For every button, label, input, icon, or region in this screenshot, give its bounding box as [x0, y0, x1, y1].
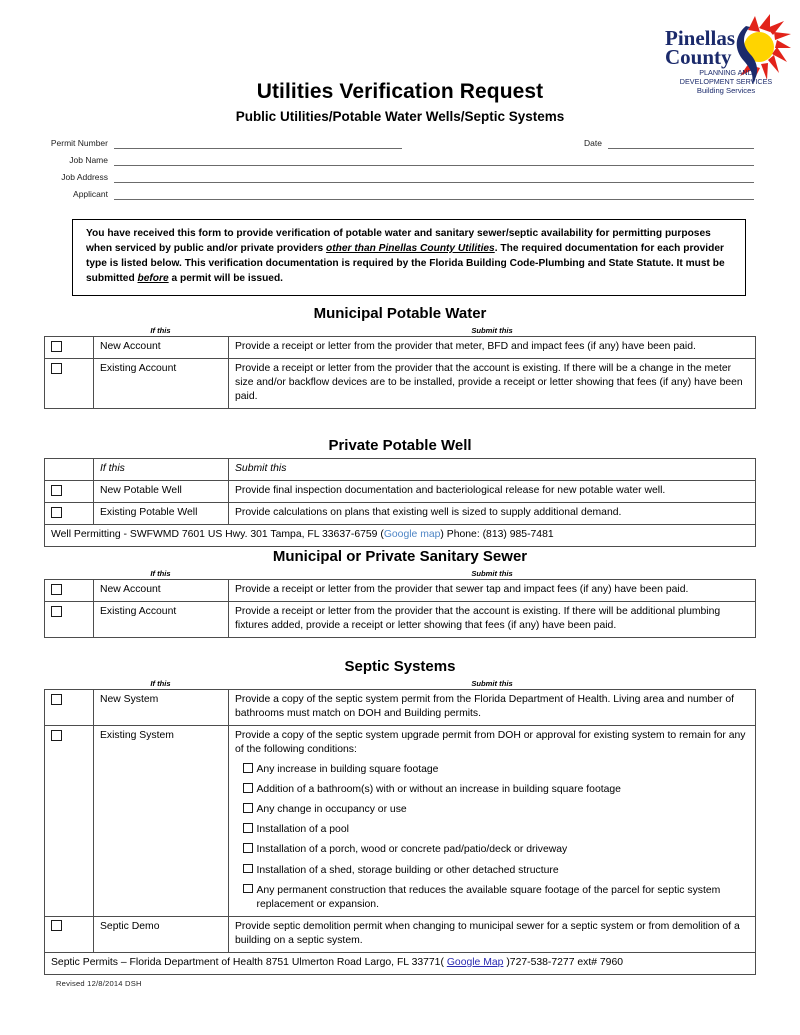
notice-box: [72, 219, 746, 296]
well-permitting-contact: [45, 525, 756, 547]
table-row: [45, 726, 756, 916]
column-header-submit-this: Submit this: [471, 326, 513, 335]
section-title: Municipal Potable Water: [313, 305, 487, 322]
row-label: New System: [94, 690, 229, 726]
row-description-with-conditions: [229, 726, 756, 916]
condition-item[interactable]: [235, 823, 750, 837]
condition-label: Any increase in building square footage: [256, 764, 439, 776]
row-label: New Account: [94, 337, 229, 359]
condition-item[interactable]: [235, 864, 750, 878]
column-header-submit-this: Submit this: [471, 569, 513, 578]
date-label: Date: [584, 138, 602, 148]
row-description: Provide a receipt or letter from the provider that the account is existing. If there will be additional plumbing fixtures added, provide a receipt or letter showing that fees (if any) have been paid.: [229, 602, 756, 638]
footer-text-before-link: Septic Permits – Florida Department of Health 8751 Ulmerton Road Largo, FL 33771(: [51, 956, 447, 968]
page-subtitle: Public Utilities/Potable Water Wells/Septic Systems: [235, 109, 565, 125]
permit-number-input[interactable]: [114, 148, 402, 149]
row-label: New Potable Well: [94, 481, 229, 503]
form-fields: [0, 132, 800, 200]
condition-label: Installation of a pool: [256, 824, 349, 836]
job-name-input[interactable]: [114, 165, 754, 166]
row-label: Existing Potable Well: [94, 503, 229, 525]
septic-systems-table: [44, 689, 756, 975]
google-map-link[interactable]: Google map: [383, 529, 441, 541]
job-name-label: Job Name: [69, 155, 108, 165]
column-header-if-this: If this: [150, 569, 171, 578]
checkbox-sewer-existing-account[interactable]: [51, 606, 62, 617]
checkbox-condition-3[interactable]: [243, 803, 253, 813]
condition-item[interactable]: [235, 763, 750, 777]
applicant-label: Applicant: [73, 189, 108, 199]
row-description: Provide a receipt or letter from the provider that sewer tap and impact fees (if any) have been paid.: [229, 580, 756, 602]
checkbox-septic-demo[interactable]: [51, 920, 62, 931]
notice-emphasis-2: before: [137, 272, 169, 284]
row-label: New Account: [94, 580, 229, 602]
row-description: Provide a copy of the septic system permit from the Florida Department of Health. Living area and number of bathrooms must match on DOH and Building permits.: [229, 690, 756, 726]
row-description: Provide final inspection documentation and bacteriological release for new potable water well.: [229, 481, 756, 503]
section-septic-systems: [44, 658, 756, 975]
column-header-if-this: If this: [150, 679, 171, 688]
private-potable-well-table: [44, 458, 756, 547]
condition-item[interactable]: [235, 803, 750, 817]
row-description: Provide a copy of the septic system upgrade permit from DOH or approval for existing system to remain for any of the following conditions:: [235, 730, 746, 756]
checkbox-condition-6[interactable]: [243, 864, 253, 874]
logo-line1: Pinellas: [665, 26, 736, 50]
column-header-row: [44, 326, 756, 336]
page-title: Utilities Verification Request: [256, 80, 544, 103]
row-label: Existing Account: [94, 602, 229, 638]
column-header-row: [44, 569, 756, 579]
title-block: [0, 80, 800, 125]
footer-text-after-link: )727-538-7277 ext# 7960: [503, 956, 624, 968]
row-description: Provide a receipt or letter from the provider that the account is existing. If there will be a change in the meter size and/or backflow devices are to be installed, provide a receipt or letter showing that fees (if any) have been paid.: [229, 359, 756, 409]
permit-number-label: Permit Number: [50, 138, 108, 148]
checkbox-condition-5[interactable]: [243, 843, 253, 853]
checkbox-cell[interactable]: [45, 602, 94, 638]
row-description: Provide septic demolition permit when changing to municipal sewer for a septic system or from demolition of a building on a septic system.: [229, 916, 756, 952]
logo-line2: County: [665, 45, 732, 69]
condition-label: Installation of a shed, storage building or other detached structure: [256, 864, 559, 876]
checkbox-existing-potable-well[interactable]: [51, 507, 62, 518]
condition-item[interactable]: [235, 884, 750, 912]
checkbox-condition-1[interactable]: [243, 763, 253, 773]
checkbox-new-account[interactable]: [51, 341, 62, 352]
table-header-row: [45, 459, 756, 481]
job-address-label: Job Address: [61, 172, 108, 182]
row-description: Provide a receipt or letter from the provider that meter, BFD and impact fees (if any) have been paid.: [229, 337, 756, 359]
notice-emphasis-1: other than Pinellas County Utilities: [326, 242, 495, 254]
table-row: [45, 690, 756, 726]
section-municipal-potable-water: [44, 305, 756, 409]
section-title: Municipal or Private Sanitary Sewer: [272, 548, 528, 565]
logo-tagline-3: Building Services: [696, 86, 756, 95]
column-header-submit-this: Submit this: [229, 459, 756, 481]
checkbox-cell[interactable]: [45, 916, 94, 952]
footer-text-after-link: ) Phone: (813) 985-7481: [440, 529, 554, 541]
notice-text-part3: a permit will be issued.: [168, 272, 284, 284]
checkbox-new-system[interactable]: [51, 694, 62, 705]
table-row: [45, 503, 756, 525]
condition-label: Any permanent construction that reduces the available square footage of the parcel for septic system replacement or expansion.: [256, 884, 721, 910]
section-private-potable-well: [44, 437, 756, 547]
condition-item[interactable]: [235, 843, 750, 857]
row-label: Existing System: [94, 726, 229, 916]
section-title: Septic Systems: [344, 658, 456, 675]
table-row: [45, 602, 756, 638]
job-address-input[interactable]: [114, 182, 754, 183]
condition-label: Installation of a porch, wood or concrete pad/patio/deck or driveway: [256, 844, 568, 856]
section-municipal-or-private-sanitary-sewer: [44, 548, 756, 638]
table-footer-row: [45, 525, 756, 547]
date-input[interactable]: [608, 148, 754, 149]
condition-checklist: [235, 763, 750, 911]
table-row: [45, 359, 756, 409]
condition-label: Addition of a bathroom(s) with or without an increase in building square footage: [256, 784, 621, 796]
checkbox-cell[interactable]: [45, 359, 94, 409]
notice-text-part1: You have received this form to provide verification of potable water and sanitary sewer/septic availability for permitting purposes when serviced by public and/or private providers: [86, 228, 711, 254]
permit-number-row: [0, 132, 800, 149]
condition-item[interactable]: [235, 783, 750, 797]
row-label: Existing Account: [94, 359, 229, 409]
logo-tagline-1: PLANNING AND: [699, 68, 753, 77]
checkbox-condition-7[interactable]: [243, 884, 253, 894]
job-name-row: [0, 149, 800, 166]
column-header-if-this: If this: [150, 326, 171, 335]
table-row: [45, 337, 756, 359]
sanitary-sewer-table: [44, 579, 756, 638]
checkbox-condition-2[interactable]: [243, 783, 253, 793]
column-header-row: [44, 679, 756, 689]
checkbox-cell[interactable]: [45, 481, 94, 503]
job-address-row: [0, 166, 800, 183]
footer-text-before-link: Well Permitting - SWFWMD 7601 US Hwy. 301 Tampa, FL 33637-6759 (: [51, 529, 384, 541]
checkbox-cell[interactable]: [45, 580, 94, 602]
row-description: Provide calculations on plans that existing well is sized to supply additional demand.: [229, 503, 756, 525]
septic-permits-contact: [45, 952, 756, 974]
applicant-input[interactable]: [114, 199, 754, 200]
checkbox-cell[interactable]: [45, 503, 94, 525]
table-row: [45, 580, 756, 602]
column-header-spacer: [44, 326, 93, 335]
checkbox-cell[interactable]: [45, 726, 94, 916]
column-header-spacer: [44, 679, 93, 688]
checkbox-cell[interactable]: [45, 337, 94, 359]
checkbox-existing-account[interactable]: [51, 363, 62, 374]
checkbox-sewer-new-account[interactable]: [51, 584, 62, 595]
row-label: Septic Demo: [94, 916, 229, 952]
checkbox-cell[interactable]: [45, 690, 94, 726]
google-map-link[interactable]: Google Map: [446, 956, 504, 968]
table-footer-row: [45, 952, 756, 974]
checkbox-existing-system[interactable]: [51, 730, 62, 741]
column-header-submit-this: Submit this: [471, 679, 513, 688]
table-row: [45, 916, 756, 952]
condition-label: Any change in occupancy or use: [256, 804, 407, 816]
column-header-spacer: [45, 459, 94, 481]
section-title: Private Potable Well: [328, 437, 472, 454]
column-header-if-this: If this: [94, 459, 229, 481]
table-row: [45, 481, 756, 503]
logo-tagline-2: DEVELOPMENT SERVICES: [679, 77, 773, 86]
revision-note: Revised 12/8/2014 DSH: [56, 979, 142, 988]
column-header-spacer: [44, 569, 93, 578]
checkbox-condition-4[interactable]: [243, 823, 253, 833]
municipal-potable-water-table: [44, 336, 756, 409]
applicant-row: [0, 183, 800, 200]
notice-text-part2: . The required documentation for each provider type is listed below. This verification documentation is required by the Florida Building Code-Plumbing and State Statute. It must be submitted: [86, 242, 725, 284]
checkbox-new-potable-well[interactable]: [51, 485, 62, 496]
